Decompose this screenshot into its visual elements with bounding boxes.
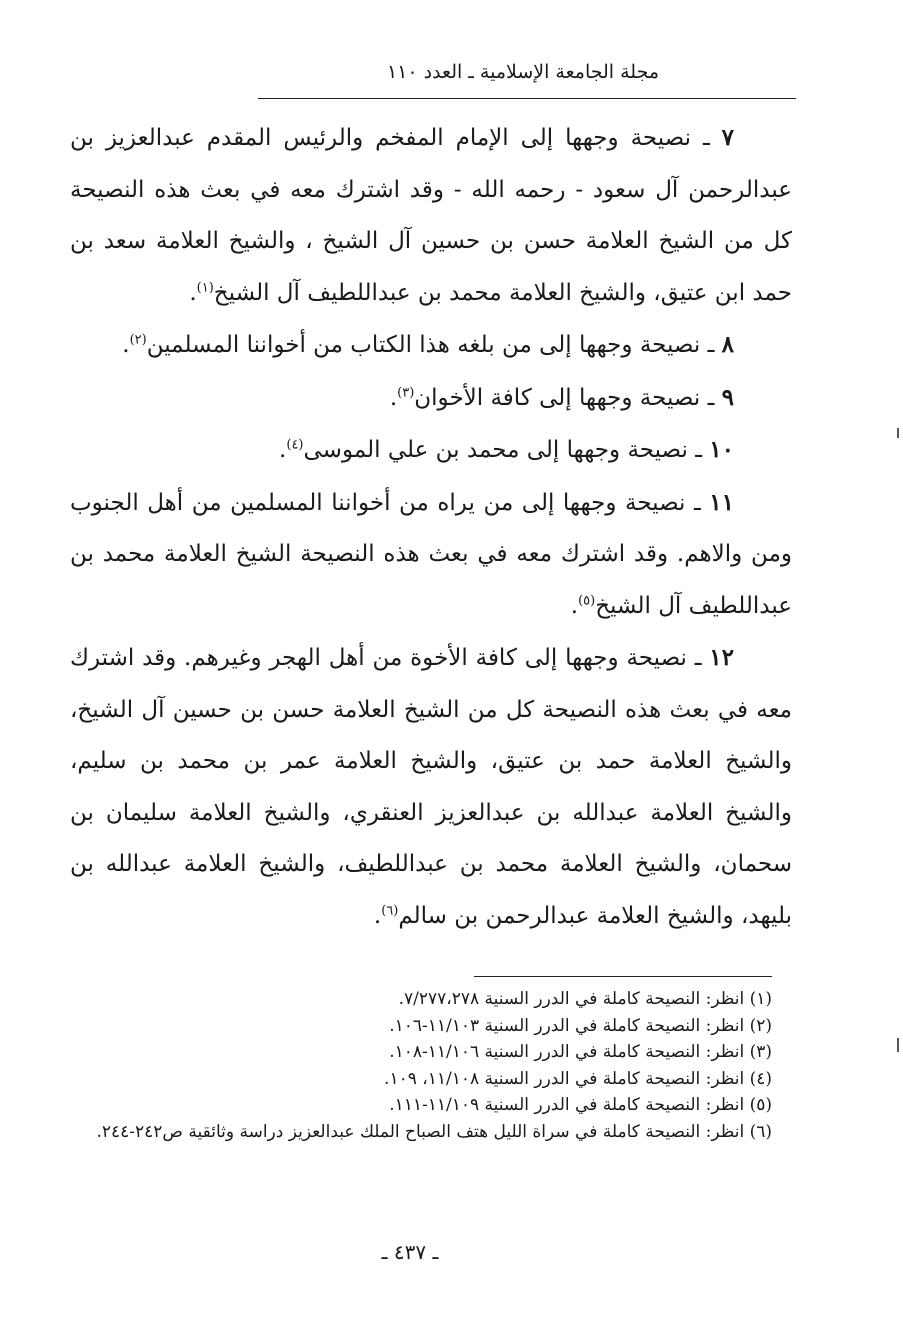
- footnote-2: (٢) انظر: النصيحة كاملة في الدرر السنية ١١/١٠٣-١٠٦.: [389, 1015, 772, 1036]
- footnotes-section: [60, 986, 772, 1145]
- item-number: ٧: [721, 124, 734, 151]
- running-header: مجلة الجامعة الإسلامية ـ العدد ١١٠: [386, 61, 660, 83]
- paragraph-end: .: [373, 902, 382, 929]
- paragraph-text: ـ نصيحة وجهها إلى الإمام المفخم والرئيس المقدم عبدالعزيز بن عبدالرحمن آل سعود - رحمه الله - وقد اشترك معه في بعث هذه النصيحة كل من الشيخ العلامة حسن بن حسين آل الشيخ ، والشيخ العلامة سعد بن حمد ابن عتيق، والشيخ العلامة محمد بن عبداللطيف آل الشيخ: [70, 125, 792, 306]
- footnote-ref[interactable]: (٥): [578, 592, 596, 608]
- paragraph-item-8: [70, 319, 792, 372]
- footnote-5: (٥) انظر: النصيحة كاملة في الدرر السنية ١١/١٠٩-١١١.: [389, 1095, 772, 1115]
- item-number: ١١: [709, 488, 734, 516]
- footnote-ref[interactable]: (٤): [286, 437, 304, 453]
- header-rule: [258, 98, 796, 99]
- footnote-1: (١) انظر: النصيحة كاملة في الدرر السنية ٧/٢٧٧،٢٧٨.: [398, 989, 772, 1009]
- item-number: ١٢: [709, 644, 734, 671]
- paragraph-end: .: [189, 279, 197, 306]
- item-number: ٨: [721, 331, 734, 358]
- paragraph-item-12: [70, 632, 792, 942]
- page-number: ـ ٤٣٧ ـ: [381, 1240, 439, 1264]
- scan-mark: [897, 1038, 899, 1052]
- footnote-6: (٦) انظر: النصيحة كاملة في سراة الليل هتف الصباح الملك عبدالعزيز دراسة وثائقية ص٢٤٢-٢٤٤.: [96, 1121, 772, 1142]
- paragraph-text: ـ نصيحة وجهها إلى محمد بن علي الموسى: [303, 437, 710, 463]
- paragraph-end: .: [389, 384, 398, 411]
- footnote-ref[interactable]: (٦): [381, 902, 399, 918]
- item-number: ٩: [721, 383, 734, 411]
- paragraph-end: .: [279, 437, 287, 463]
- paragraph-text: ـ نصيحة وجهها إلى كافة الأخوة من أهل الهجر وغيرهم. وقد اشترك معه في بعث هذه النصيحة كل من الشيخ العلامة حسن بن حسين آل الشيخ، والشيخ العلامة حمد بن عتيق، والشيخ العلامة عمر بن محمد بن سليم، والشيخ العلامة عبدالله بن عبدالعزيز العنقري، والشيخ العلامة سليمان بن سحمان، والشيخ العلامة محمد بن عبداللطيف، والشيخ العلامة عبدالله بن بليهد، والشيخ العلامة عبدالرحمن بن سالم: [70, 645, 792, 929]
- scan-mark: [897, 428, 899, 438]
- paragraph-end: .: [122, 332, 130, 358]
- footnote-ref[interactable]: (٣): [397, 384, 415, 400]
- paragraph-text: ـ نصيحة وجهها إلى من بلغه هذا الكتاب من أخواننا المسلمين: [146, 332, 722, 358]
- footnote-ref[interactable]: (٢): [129, 332, 147, 348]
- paragraph-text: ـ نصيحة وجهها إلى كافة الأخوان: [414, 384, 722, 411]
- item-number: ١٠: [709, 436, 734, 463]
- paragraph-item-7: [70, 112, 792, 319]
- paragraph-end: .: [570, 592, 579, 619]
- footnote-ref[interactable]: (١): [196, 279, 214, 295]
- paragraph-text: ـ نصيحة وجهها إلى من يراه من أخواننا المسلمين من أهل الجنوب ومن والاهم. وقد اشترك معه في بعث هذه النصيحة الشيخ العلامة محمد بن عبداللطيف آل الشيخ: [70, 489, 792, 619]
- footnote-4: (٤) انظر: النصيحة كاملة في الدرر السنية ١١/١٠٨، ١٠٩.: [384, 1068, 772, 1089]
- paragraph-item-9: [70, 372, 792, 425]
- main-text: [70, 112, 792, 942]
- footnote-3: (٣) انظر: النصيحة كاملة في الدرر السنية ١١/١٠٦-١٠٨.: [389, 1042, 772, 1062]
- paragraph-item-10: [70, 424, 792, 477]
- paragraph-item-11: [70, 477, 792, 633]
- footnote-rule: [474, 976, 772, 977]
